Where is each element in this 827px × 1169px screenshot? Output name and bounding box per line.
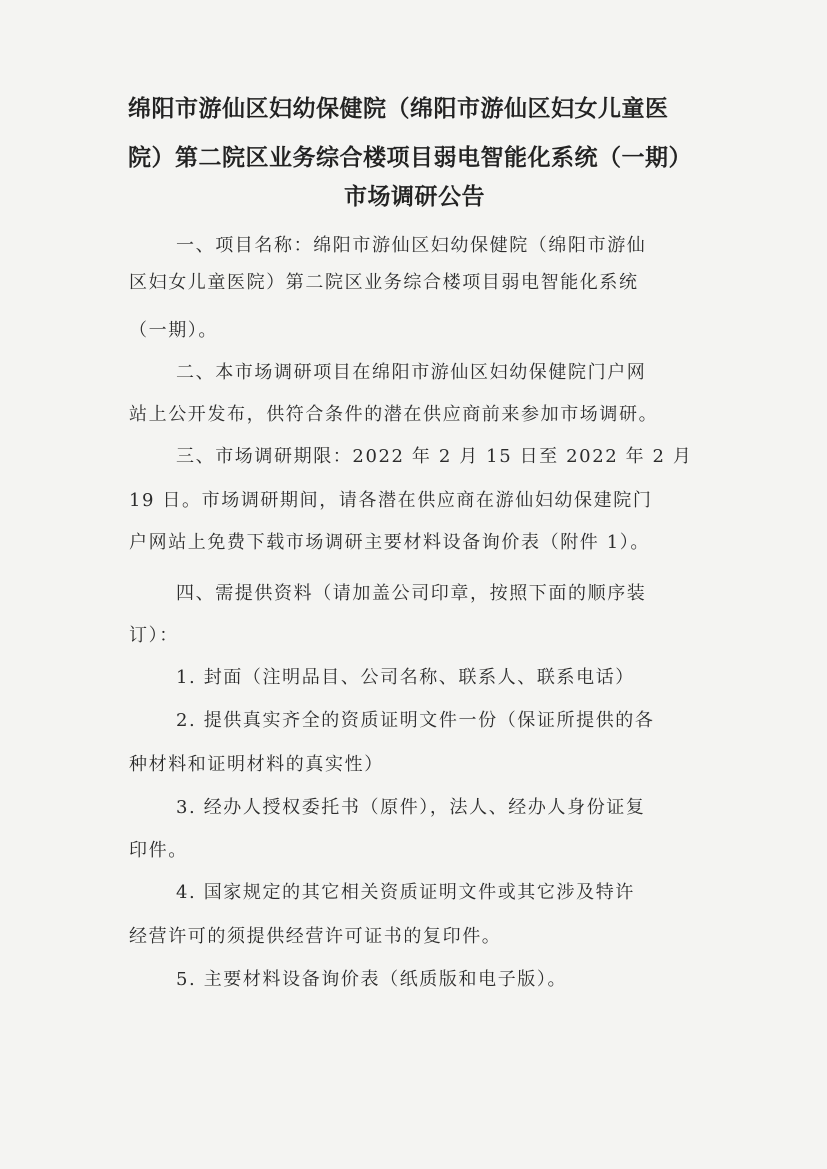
paragraph-4-line-2: 订）： (129, 625, 179, 646)
list-item-2-line-2: 种材料和证明材料的真实性） (129, 754, 384, 775)
document-title-line-2: 院）第二院区业务综合楼项目弱电智能化系统（一期） (128, 145, 692, 171)
list-item-2-line-1: 2. 提供真实齐全的资质证明文件一份（保证所提供的各 (176, 710, 655, 731)
list-item-5: 5. 主要材料设备询价表（纸质版和电子版）。 (176, 969, 568, 990)
paragraph-1-line-3: （一期）。 (129, 320, 218, 341)
list-item-4-line-1: 4. 国家规定的其它相关资质证明文件或其它涉及特许 (176, 882, 635, 903)
paragraph-3-line-3: 户网站上免费下载市场调研主要材料设备询价表（附件 1）。 (129, 532, 650, 553)
list-item-3-line-2: 印件。 (129, 840, 188, 861)
paragraph-2-line-2: 站上公开发布，供符合条件的潜在供应商前来参加市场调研。 (129, 404, 659, 425)
list-item-1: 1. 封面（注明品目、公司名称、联系人、联系电话） (176, 667, 635, 688)
paragraph-4-line-1: 四、需提供资料（请加盖公司印章，按照下面的顺序装 (176, 583, 647, 604)
document-title-line-1: 绵阳市游仙区妇幼保健院（绵阳市游仙区妇女儿童医 (128, 96, 669, 122)
list-item-3-line-1: 3. 经办人授权委托书（原件），法人、经办人身份证复 (176, 797, 646, 818)
paragraph-1-line-2: 区妇女儿童医院）第二院区业务综合楼项目弱电智能化系统 (129, 272, 639, 293)
document-title-line-3: 市场调研公告 (344, 184, 485, 210)
paragraph-1-line-1: 一、项目名称：绵阳市游仙区妇幼保健院（绵阳市游仙 (176, 235, 647, 256)
paragraph-2-line-1: 二、本市场调研项目在绵阳市游仙区妇幼保健院门户网 (176, 362, 647, 383)
paragraph-3-line-1: 三、市场调研期限：2022 年 2 月 15 日至 2022 年 2 月 (176, 446, 693, 467)
paragraph-3-line-2: 19 日。市场调研期间，请各潜在供应商在游仙妇幼保建院门 (129, 490, 653, 511)
list-item-4-line-2: 经营许可的须提供经营许可证书的复印件。 (129, 926, 502, 947)
